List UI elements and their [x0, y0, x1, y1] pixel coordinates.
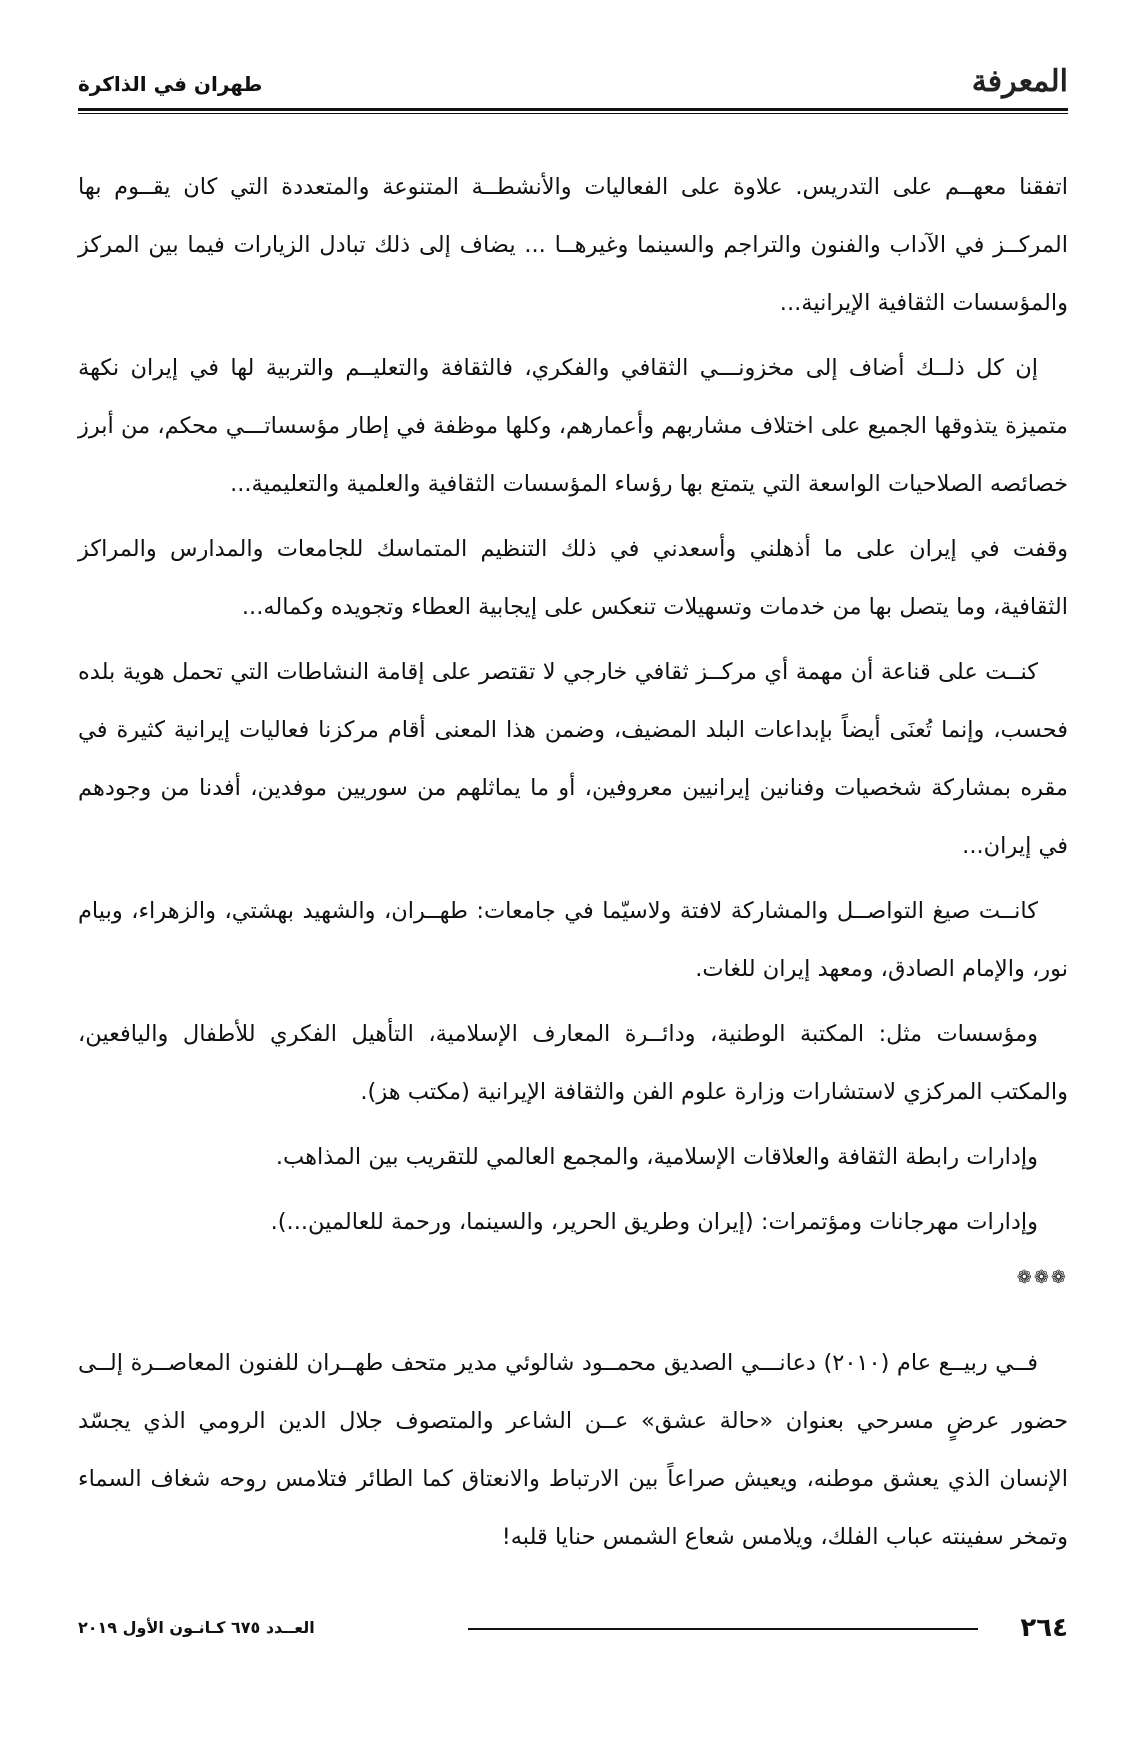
- issue-info: العــدد ٦٧٥ كـانـون الأول ٢٠١٩: [78, 1618, 315, 1637]
- paragraph-3: وقفت في إيران على ما أذهلني وأسعدني في ذلك التنظيم المتماسك للجامعات والمدارس والمراكز الثقافية، وما يتصل بها من خدمات وتسهيلات تنعكس على إيجابية العطاء وتجويده وكماله...: [78, 536, 1068, 620]
- page-number: ٢٦٤: [1020, 1613, 1068, 1643]
- paragraph-2: إن كل ذلــك أضاف إلى مخزونـــي الثقافي والفكري، فالثقافة والتعليــم والتربية لها في إيران نكهة متميزة يتذوقها الجميع على اختلاف مشاربهم وأعمارهم، وكلها موظفة في إطار مؤسساتـــي محكم، من أبرز خصائصه الصلاحيات الواسعة التي يتمتع بها رؤساء المؤسسات الثقافية والعلمية والتعليمية...: [78, 355, 1068, 497]
- paragraph-8: وإدارات مهرجانات ومؤتمرات: (إيران وطريق الحرير، والسينما، ورحمة للعالمين...).: [270, 1209, 1038, 1235]
- header-rule-thin: [78, 113, 1068, 114]
- section-separator: ❁❁❁: [1016, 1267, 1068, 1288]
- paragraph-4: كنــت على قناعة أن مهمة أي مركــز ثقافي خارجي لا تقتصر على إقامة النشاطات التي تحمل هوية بلده فحسب، وإنما تُعنَى أيضاً بإبداعات البلد المضيف، وضمن هذا المعنى أقام مركزنا فعاليات إيرانية كثيرة في مقره بمشاركة شخصيات وفنانين إيرانيين معروفين، أو ما يماثلهم من سوريين موفدين، أفدنا من وجودهم في إيران...: [78, 659, 1068, 859]
- article-body: [78, 158, 1068, 1573]
- journal-logo: المعرفة: [971, 64, 1068, 99]
- footer-rule: [468, 1628, 978, 1630]
- page-header: [78, 56, 1068, 112]
- paragraph-1: اتفقنا معهــم على التدريس. علاوة على الفعاليات والأنشطــة المتنوعة والمتعددة التي كان يقــوم بها المركــز في الآداب والفنون والتراجم والسينما وغيرهــا ... يضاف إلى ذلك تبادل الزيارات فيما بين المركز والمؤسسات الثقافية الإيرانية...: [78, 174, 1068, 316]
- paragraph-7: وإدارات رابطة الثقافة والعلاقات الإسلامية، والمجمع العالمي للتقريب بين المذاهب.: [275, 1144, 1038, 1170]
- paragraph-9: فــي ربيــع عام (٢٠١٠) دعانـــي الصديق محمــود شالوئي مدير متحف طهــران للفنون المعاصــرة إلــى حضور عرضٍ مسرحي بعنوان «حالة عشق» عــن الشاعر والمتصوف جلال الدين الرومي الذي يجسّد الإنسان الذي يعشق موطنه، ويعيش صراعاً بين الارتباط والانعتاق كما الطائر فتلامس روحه شغاف السماء وتمخر سفينته عباب الفلك، ويلامس شعاع الشمس حنايا قلبه!: [78, 1350, 1068, 1550]
- running-title: طهران في الذاكرة: [78, 72, 263, 96]
- header-rule: [78, 108, 1068, 111]
- paragraph-5: كانــت صيغ التواصــل والمشاركة لافتة ولاسيّما في جامعات: طهــران، والشهيد بهشتي، والزهراء، وبيام نور، والإمام الصادق، ومعهد إيران للغات.: [78, 898, 1068, 982]
- paragraph-6: ومؤسسات مثل: المكتبة الوطنية، ودائــرة المعارف الإسلامية، التأهيل الفكري للأطفال واليافعين، والمكتب المركزي لاستشارات وزارة علوم الفن والثقافة الإيرانية (مكتب هز).: [78, 1021, 1068, 1105]
- page-footer: [78, 1610, 1068, 1646]
